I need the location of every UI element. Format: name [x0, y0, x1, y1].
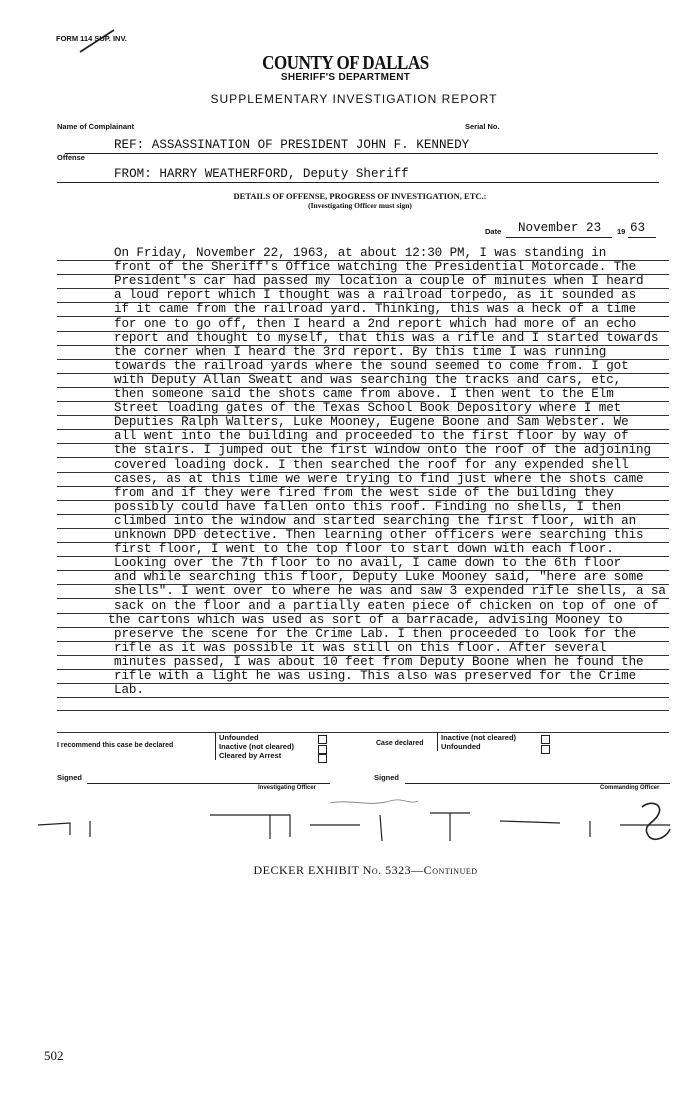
form-id: FORM 114 SUP. INV. — [56, 34, 127, 43]
report-line: and while searching this floor, Deputy Luke Mooney said, "here are some — [114, 570, 644, 585]
date-label: Date — [485, 227, 502, 236]
report-line: rifle as it was possible it was still on this floor. After several — [114, 640, 607, 655]
report-line: then someone said the shots came from above. I then went to the Elm — [114, 387, 614, 401]
ref-underline — [65, 153, 658, 154]
department-title: SHERIFF'S DEPARTMENT — [280, 72, 411, 83]
report-line: possibly could have fallen onto this roof. Finding no shells, I then — [114, 499, 622, 514]
option-unfounded: Unfounded — [219, 733, 259, 742]
report-line: report and thought to myself, that this was a rifle and I started towards — [114, 330, 659, 345]
report-line: preserve the scene for the Crime Lab. I then proceeded to look for the — [114, 626, 637, 641]
date-underline — [506, 237, 612, 238]
ruled-line — [57, 697, 669, 698]
report-line: the cartons which was used as sort of a barracade, advising Mooney to — [108, 612, 623, 627]
page-number: 502 — [44, 1048, 64, 1063]
serial-label: Serial No. — [465, 122, 500, 131]
county-title: COUNTY OF DALLAS — [262, 52, 429, 74]
case-option-unfounded: Unfounded — [441, 742, 481, 751]
report-line: a loud report which I thought was a railroad torpedo, as it sounded as — [114, 288, 637, 303]
report-line: for one to go off, then I heard a 2nd report which had more of an echo — [114, 316, 637, 331]
date-value: November 23 — [518, 221, 602, 235]
scan-artifacts — [30, 795, 680, 855]
checkbox-case-inactive[interactable] — [541, 735, 550, 744]
date-prefix: 19 — [617, 227, 626, 236]
year-underline — [628, 237, 656, 238]
report-title: SUPPLEMENTARY INVESTIGATION REPORT — [210, 92, 498, 106]
case-options — [437, 733, 516, 751]
report-line: if it came from the railroad yard. Thinking, this was a heck of a time — [114, 302, 637, 317]
checkbox-inactive[interactable] — [318, 745, 327, 754]
report-line: first floor, I went to the top floor to start down with each floor. — [114, 542, 614, 557]
recommend-label: I recommend this case be declared — [57, 742, 174, 749]
recommend-options — [215, 733, 294, 760]
signature-line-right — [405, 783, 670, 784]
option-cleared: Cleared by Arrest — [219, 751, 282, 760]
report-line: Deputies Ralph Walters, Luke Mooney, Eugene Boone and Sam Webster. We — [114, 415, 629, 430]
blank-line — [57, 732, 669, 733]
report-line: towards the railroad yards where the sound seemed to come from. I got — [114, 358, 629, 373]
signature-line-left — [87, 783, 330, 784]
recommend-boxes — [314, 734, 327, 763]
report-line: with Deputy Allan Sweatt and was searching the tracks and cars, etc, — [114, 372, 622, 387]
from-line: FROM: HARRY WEATHERFORD, Deputy Sheriff — [114, 167, 409, 181]
complainant-label: Name of Complainant — [57, 122, 135, 131]
form-id-scribble — [78, 28, 118, 54]
report-line: the stairs. I jumped out the first window onto the roof of the adjoining — [114, 443, 651, 458]
report-line: shells". I went over to where he was and saw 3 expended rifle shells, a sa — [114, 584, 666, 599]
report-line: climbed into the window and started searching the first floor, with an — [114, 513, 637, 528]
report-line: Looking over the 7th floor to no avail, I came down to the 6th floor — [114, 556, 622, 571]
case-option-inactive: Inactive (not cleared) — [441, 733, 517, 742]
report-line: rifle with a light he was using. This also was preserved for the Crime — [114, 669, 637, 683]
offense-label: Offense — [57, 153, 85, 162]
case-boxes — [537, 734, 550, 754]
report-line: minutes passed, I was about 10 feet from Deputy Boone when he found the — [114, 654, 644, 669]
report-line: Street loading gates of the Texas School Book Depository where I met — [114, 401, 622, 416]
checkbox-unfounded[interactable] — [318, 735, 327, 744]
signed-label-right: Signed — [374, 773, 400, 782]
signed-label-left: Signed — [57, 773, 83, 782]
checkbox-case-unfounded[interactable] — [541, 745, 550, 754]
report-line: all went into the building and proceeded to the first floor by way of — [114, 429, 629, 444]
report-line: the corner when I heard the 3rd report. By this time I was running — [114, 344, 607, 359]
report-line: On Friday, November 22, 1963, at about 12:30 PM, I was standing in — [114, 246, 607, 260]
commanding-officer-label: Commanding Officer — [600, 785, 660, 791]
details-heading: DETAILS OF OFFENSE, PROGRESS OF INVESTIGATION, ETC.: — [233, 191, 487, 201]
exhibit-caption: DECKER EXHIBIT No. 5323—Continued — [253, 863, 478, 877]
report-line: from and if they were fired from the west side of the building they — [114, 485, 614, 500]
details-subheading: (Investigating Officer must sign) — [308, 201, 412, 210]
report-line: unknown DPD detective. Then learning other officers were searching this — [114, 528, 644, 542]
report-line: President's car had passed my location a couple of minutes when I heard — [114, 274, 644, 289]
blank-line — [57, 710, 669, 711]
case-declared-label: Case declared — [376, 740, 424, 747]
report-line: covered loading dock. I then searched the roof for any expended shell — [114, 457, 629, 472]
date-year: 63 — [630, 221, 646, 235]
ruled-line — [57, 683, 669, 684]
report-line: cases, as at this time we were trying to find just where the shots came — [114, 471, 644, 486]
ref-line: REF: ASSASSINATION OF PRESIDENT JOHN F. KENNEDY — [114, 138, 470, 152]
report-line: sack on the floor and a partially eaten piece of chicken on top of one of — [114, 598, 659, 613]
report-line: front of the Sheriff's Office watching the Presidential Motorcade. The — [114, 260, 637, 275]
checkbox-cleared[interactable] — [318, 754, 327, 763]
from-underline — [57, 182, 659, 183]
report-line: Lab. — [114, 683, 144, 698]
option-inactive: Inactive (not cleared) — [219, 742, 295, 751]
investigating-officer-label: Investigating Officer — [258, 785, 317, 791]
